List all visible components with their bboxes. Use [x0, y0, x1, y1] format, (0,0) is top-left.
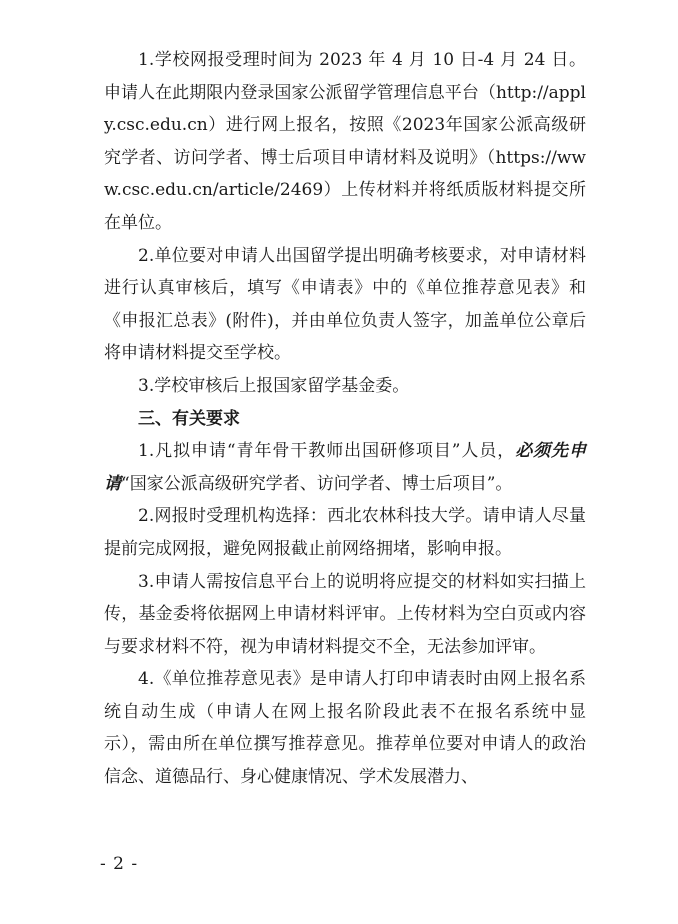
requirement-2: 2.网报时受理机构选择：西北农林科技大学。请申请人尽量提前完成网报，避免网报截止前网络拥堵，影响申报。 — [104, 506, 586, 559]
page-number: - 2 - — [100, 854, 139, 874]
paragraph-unit-review: 2.单位要对申请人出国留学提出明确考核要求，对申请材料进行认真审核后，填写《申请表》中的《单位推荐意见表》和《申报汇总表》(附件)，并由单位负责人签字，加盖单位公章后将申请材料提交至学校。 — [104, 245, 586, 364]
requirement-4: 4.《单位推荐意见表》是申请人打印申请表时由网上报名系统自动生成（申请人在网上报名阶段此表不在报名系统中显示），需由所在单位撰写推荐意见。推荐单位要对申请人的政治信念、道德品行、身心健康情况、学术发展潜力、 — [104, 669, 586, 788]
paragraph-school-report: 3.学校审核后上报国家留学基金委。 — [138, 375, 410, 396]
document-body — [104, 44, 586, 794]
requirement-3: 3.申请人需按信息平台上的说明将应提交的材料如实扫描上传，基金委将依据网上申请材料评审。上传材料为空白页或内容与要求材料不符，视为申请材料提交不全，无法参加评审。 — [104, 571, 586, 657]
requirement-1-emphasis: 必须先申请 — [104, 441, 586, 494]
paragraph-application-time: 1.学校网报受理时间为 2023 年 4 月 10 日-4 月 24 日。申请人在此期限内登录国家公派留学管理信息平台（http://apply.csc.edu.cn）进行网上报名，按照《2023年国家公派高级研究学者、访问学者、博士后项目申请材料及说明》（https://www.csc.edu.cn/article/2469）上传材料并将纸质版材料提交所在单位。 — [104, 50, 586, 233]
requirement-1 — [104, 435, 586, 500]
section-heading: 三、有关要求 — [138, 408, 240, 429]
requirement-1-lead: 1.凡拟申请“青年骨干教师出国研修项目”人员， — [138, 441, 516, 462]
requirement-1-tail: “国家公派高级研究学者、访问学者、博士后项目”。 — [121, 473, 513, 494]
